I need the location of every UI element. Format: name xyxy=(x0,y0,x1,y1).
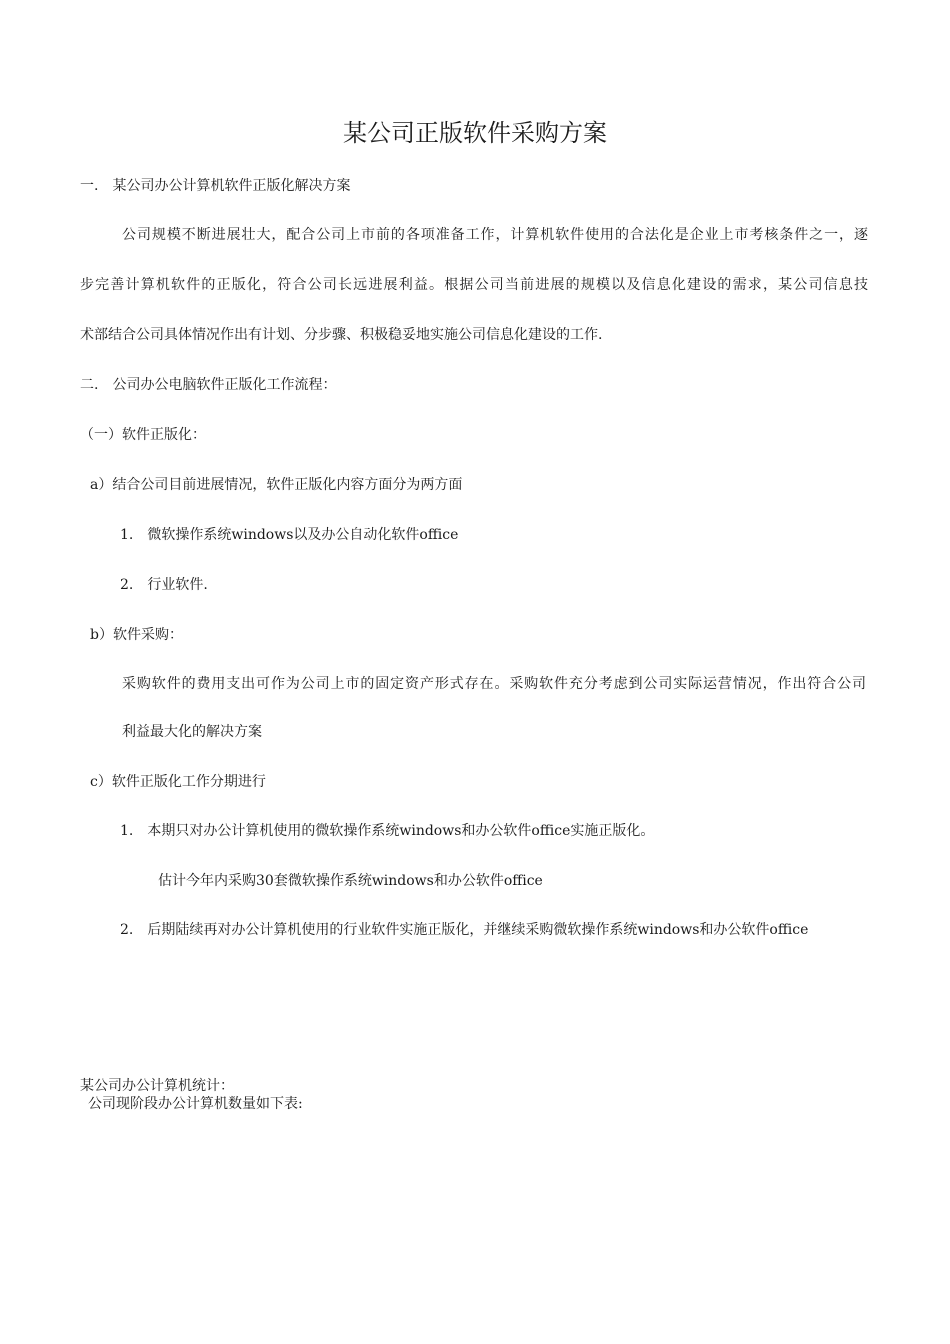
section1-heading: 一. 某公司办公计算机软件正版化解决方案 xyxy=(80,178,351,194)
stats-intro: 公司现阶段办公计算机数量如下表: xyxy=(88,1096,303,1112)
sub1-heading: （一）软件正版化： xyxy=(80,427,206,443)
stats-heading: 某公司办公计算机统计： xyxy=(80,1078,234,1094)
document-title: 某公司正版软件采购方案 xyxy=(343,119,607,147)
item-c-point-1: 1. 本期只对办公计算机使用的微软操作系统windows和办公软件office实施正版化。 xyxy=(120,823,655,839)
item-b-paragraph-line-2: 利益最大化的解决方案 xyxy=(122,724,262,740)
section1-paragraph-line-3: 术部结合公司具体情况作出有计划、分步骤、积极稳妥地实施公司信息化建设的工作. xyxy=(80,327,603,343)
item-b-paragraph-line-1: 采购软件的费用支出可作为公司上市的固定资产形式存在。采购软件充分考虑到公司实际运营情况，作出符合公司 xyxy=(122,676,866,692)
section1-paragraph-line-2: 步完善计算机软件的正版化，符合公司长远进展利益。根据公司当前进展的规模以及信息化建设的需求，某公司信息技 xyxy=(80,277,868,293)
item-c-label: c）软件正版化工作分期进行 xyxy=(90,774,266,790)
section2-heading: 二. 公司办公电脑软件正版化工作流程： xyxy=(80,377,337,393)
section1-paragraph-line-1: 公司规模不断进展壮大，配合公司上市前的各项准备工作，计算机软件使用的合法化是企业上市考核条件之一，逐 xyxy=(122,227,868,243)
item-a-label: a）结合公司目前进展情况，软件正版化内容方面分为两方面 xyxy=(90,477,463,493)
item-a-point-1: 1. 微软操作系统windows以及办公自动化软件office xyxy=(120,527,459,543)
item-a-point-2: 2. 行业软件. xyxy=(120,577,208,593)
item-c-point-2: 2. 后期陆续再对办公计算机使用的行业软件实施正版化，并继续采购微软操作系统windows和办公软件office xyxy=(120,922,809,938)
item-c-point-1-note: 估计今年内采购30套微软操作系统windows和办公软件office xyxy=(158,873,543,889)
item-b-label: b）软件采购： xyxy=(90,627,183,643)
